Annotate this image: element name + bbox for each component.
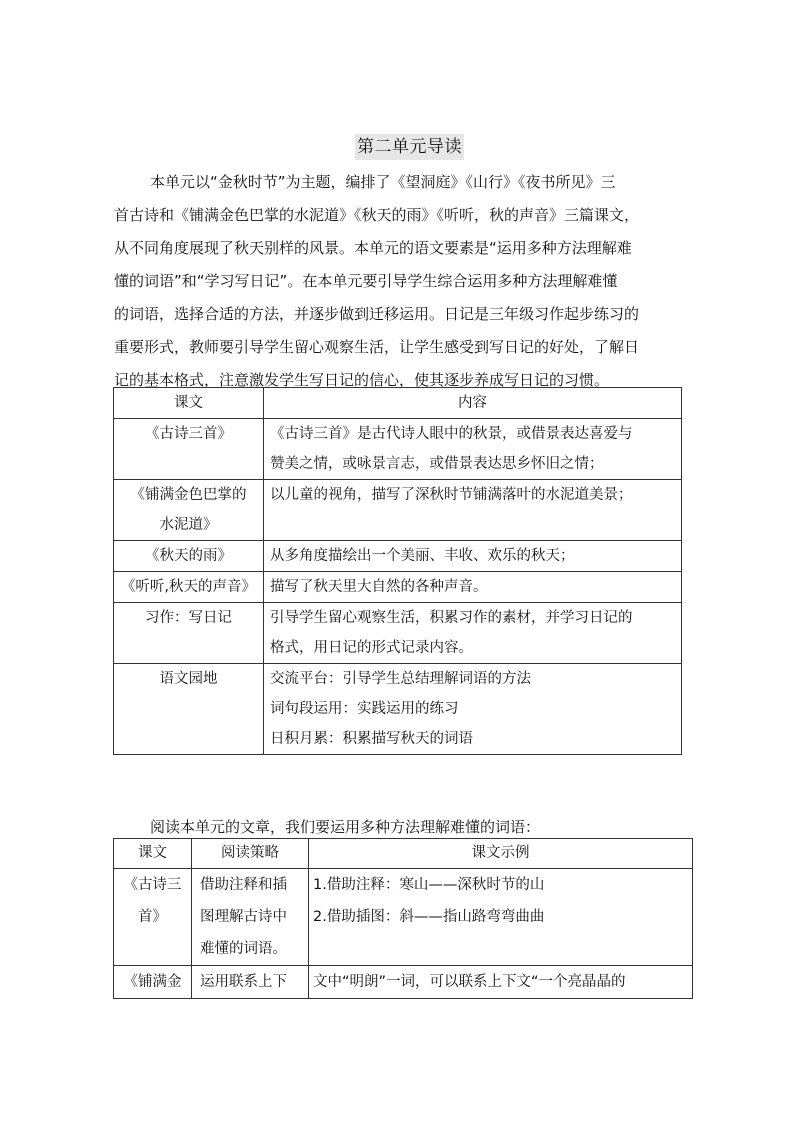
table-row bbox=[114, 869, 693, 966]
table-header-row bbox=[114, 388, 682, 419]
lesson-cell bbox=[114, 480, 264, 541]
lesson-text: 《古诗三首》 bbox=[145, 426, 232, 442]
table-row bbox=[114, 480, 682, 541]
lesson-cell bbox=[114, 572, 264, 603]
header-lesson: 课文 bbox=[114, 388, 264, 419]
content-text: 词句段运用：实践运用的练习 bbox=[270, 701, 459, 717]
table-row bbox=[114, 603, 682, 664]
lesson-text: 水泥道》 bbox=[159, 517, 218, 533]
intro-line: 重要形式，教师要引导学生留心观察生活，让学生感受到写日记的好处，了解日 bbox=[114, 338, 640, 356]
table-header-row bbox=[114, 839, 693, 869]
content-cell bbox=[264, 480, 682, 541]
lesson-cell bbox=[114, 603, 264, 664]
content-text: 描写了秋天里大自然的各种声音。 bbox=[270, 579, 488, 595]
header-example: 课文示例 bbox=[309, 839, 693, 869]
intro-line: 本单元以“金秋时节”为主题，编排了《望洞庭》《山行》《夜书所见》三 bbox=[150, 173, 616, 191]
table-row bbox=[114, 664, 682, 755]
intro-line: 记的基本格式，注意激发学生写日记的信心，使其逐步养成写日记的习惯。 bbox=[114, 371, 610, 389]
content-text: 从多角度描绘出一个美丽、丰收、欢乐的秋天； bbox=[270, 548, 575, 564]
lesson-cell bbox=[114, 966, 192, 999]
intro-paragraph bbox=[114, 166, 684, 397]
example-cell bbox=[309, 869, 693, 966]
content-cell bbox=[264, 541, 682, 572]
strategy-text: 借助注释和插 bbox=[200, 877, 287, 893]
lesson-text: 习作：写日记 bbox=[145, 610, 232, 626]
header-strategy: 阅读策略 bbox=[192, 839, 309, 869]
lesson-text: 《铺满金色巴掌的 bbox=[130, 487, 247, 503]
content-cell bbox=[264, 572, 682, 603]
content-text: 赞美之情，或咏景言志，或借景表达思乡怀旧之情； bbox=[270, 456, 604, 472]
table-row bbox=[114, 572, 682, 603]
strategy-text: 运用联系上下 bbox=[200, 974, 287, 990]
page-title: 第二单元导读 bbox=[355, 134, 464, 160]
lesson-cell bbox=[114, 541, 264, 572]
content-text: 日积月累：积累描写秋天的词语 bbox=[270, 731, 473, 747]
content-cell bbox=[264, 419, 682, 480]
reading-strategy-table bbox=[113, 838, 693, 999]
lesson-cell bbox=[114, 869, 192, 966]
intro-line: 从不同角度展现了秋天别样的风景。本单元的语文要素是“运用多种方法理解难 bbox=[114, 239, 632, 257]
content-cell bbox=[264, 664, 682, 755]
header-lesson: 课文 bbox=[114, 839, 192, 869]
content-text: 引导学生留心观察生活，积累习作的素材，并学习日记的 bbox=[270, 610, 633, 626]
strategy-cell bbox=[192, 869, 309, 966]
content-text: 以儿童的视角，描写了深秋时节铺满落叶的水泥道美景； bbox=[270, 487, 633, 503]
reading-strategy-intro: 阅读本单元的文章，我们要运用多种方法理解难懂的词语： bbox=[150, 818, 541, 836]
intro-line: 首古诗和《铺满金色巴掌的水泥道》《秋天的雨》《听听，秋的声音》三篇课文， bbox=[114, 206, 640, 224]
lesson-text: 《铺满金 bbox=[123, 974, 182, 990]
example-cell bbox=[309, 966, 693, 999]
lesson-text: 《听听,秋天的声音》 bbox=[120, 579, 257, 595]
strategy-text: 图理解古诗中 bbox=[200, 909, 287, 925]
intro-line: 懂的词语”和“学习写日记”。在本单元要引导学生综合运用多种方法理解难懂 bbox=[114, 272, 618, 290]
lesson-cell bbox=[114, 664, 264, 755]
table-row bbox=[114, 541, 682, 572]
table-row bbox=[114, 419, 682, 480]
strategy-cell bbox=[192, 966, 309, 999]
table-row bbox=[114, 966, 693, 999]
content-cell bbox=[264, 603, 682, 664]
content-text: 交流平台：引导学生总结理解词语的方法 bbox=[270, 671, 531, 687]
strategy-text: 难懂的词语。 bbox=[200, 941, 287, 957]
lesson-text: 语文园地 bbox=[159, 671, 218, 687]
unit-content-table bbox=[113, 387, 682, 755]
intro-line: 的词语，选择合适的方法，并逐步做到迁移运用。日记是三年级习作起步练习的 bbox=[114, 305, 640, 323]
lesson-cell bbox=[114, 419, 264, 480]
example-text: 文中“明朗”一词，可以联系上下文“一个亮晶晶的 bbox=[313, 974, 626, 990]
lesson-text: 首》 bbox=[138, 909, 167, 925]
content-text: 格式，用日记的形式记录内容。 bbox=[270, 640, 473, 656]
content-text: 《古诗三首》是古代诗人眼中的秋景，或借景表达喜爱与 bbox=[270, 426, 633, 442]
lesson-text: 《古诗三 bbox=[123, 877, 182, 893]
header-content: 内容 bbox=[264, 388, 682, 419]
lesson-text: 《秋天的雨》 bbox=[145, 548, 232, 564]
example-text: 1.借助注释：寒山——深秋时节的山 bbox=[313, 877, 545, 893]
example-text: 2.借助插图：斜——指山路弯弯曲曲 bbox=[313, 909, 545, 925]
